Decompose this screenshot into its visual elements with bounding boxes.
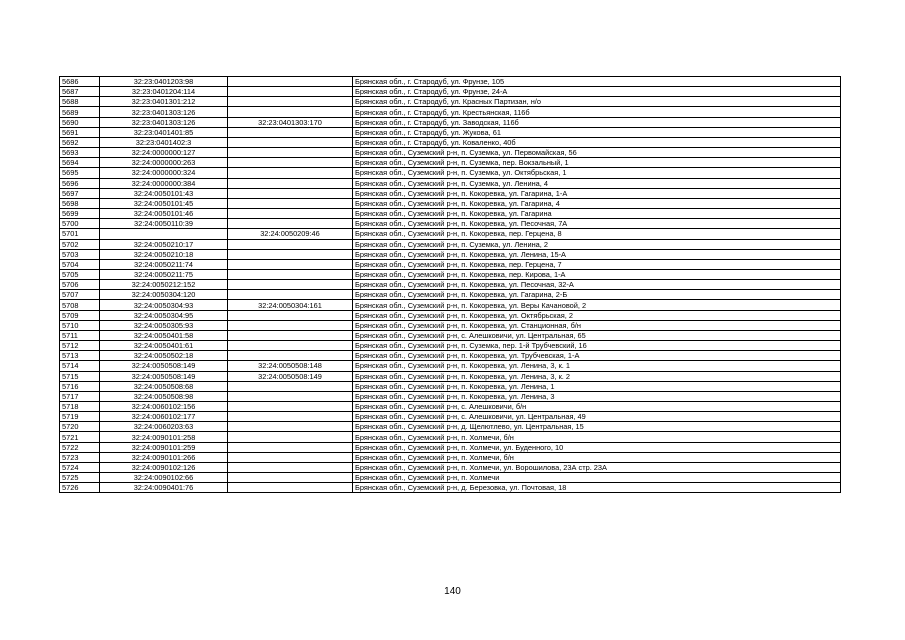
cadastral-number-cell: 32:24:0000000:263 bbox=[100, 158, 228, 168]
row-number-cell: 5721 bbox=[60, 432, 100, 442]
address-cell: Брянская обл., г. Стародуб, ул. Жукова, 61 bbox=[353, 127, 841, 137]
secondary-cadastral-number-cell bbox=[228, 209, 353, 219]
row-number-cell: 5717 bbox=[60, 391, 100, 401]
secondary-cadastral-number-cell bbox=[228, 341, 353, 351]
cadastral-number-cell: 32:24:0090101:266 bbox=[100, 452, 228, 462]
address-cell: Брянская обл., Суземский р-н, п. Суземка, пер. Вокзальный, 1 bbox=[353, 158, 841, 168]
row-number-cell: 5724 bbox=[60, 462, 100, 472]
row-number-cell: 5688 bbox=[60, 97, 100, 107]
row-number-cell: 5703 bbox=[60, 249, 100, 259]
cadastral-number-cell: 32:24:0050211:74 bbox=[100, 259, 228, 269]
table-row bbox=[60, 412, 841, 422]
table-row bbox=[60, 178, 841, 188]
address-cell: Брянская обл., Суземский р-н, п. Суземка, ул. Ленина, 4 bbox=[353, 178, 841, 188]
table-row bbox=[60, 290, 841, 300]
cadastral-number-cell: 32:24:0050101:45 bbox=[100, 198, 228, 208]
secondary-cadastral-number-cell bbox=[228, 351, 353, 361]
row-number-cell: 5716 bbox=[60, 381, 100, 391]
secondary-cadastral-number-cell: 32:24:0050508:149 bbox=[228, 371, 353, 381]
secondary-cadastral-number-cell bbox=[228, 178, 353, 188]
cadastral-number-cell: 32:23:0401402:3 bbox=[100, 137, 228, 147]
row-number-cell: 5689 bbox=[60, 107, 100, 117]
secondary-cadastral-number-cell bbox=[228, 198, 353, 208]
address-cell: Брянская обл., Суземский р-н, п. Холмечи, б/н bbox=[353, 432, 841, 442]
cadastral-number-cell: 32:23:0401303:126 bbox=[100, 107, 228, 117]
secondary-cadastral-number-cell bbox=[228, 412, 353, 422]
secondary-cadastral-number-cell bbox=[228, 320, 353, 330]
table-row bbox=[60, 209, 841, 219]
secondary-cadastral-number-cell bbox=[228, 97, 353, 107]
secondary-cadastral-number-cell bbox=[228, 148, 353, 158]
secondary-cadastral-number-cell bbox=[228, 127, 353, 137]
table-row bbox=[60, 148, 841, 158]
table-row bbox=[60, 107, 841, 117]
cadastral-number-cell: 32:23:0401301:212 bbox=[100, 97, 228, 107]
row-number-cell: 5715 bbox=[60, 371, 100, 381]
address-cell: Брянская обл., Суземский р-н, п. Холмечи, ул. Ворошилова, 23А стр. 23А bbox=[353, 462, 841, 472]
cadastral-number-cell: 32:24:0050211:75 bbox=[100, 269, 228, 279]
secondary-cadastral-number-cell bbox=[228, 402, 353, 412]
page-number: 140 bbox=[444, 586, 461, 597]
secondary-cadastral-number-cell bbox=[228, 158, 353, 168]
table-row bbox=[60, 310, 841, 320]
table-row bbox=[60, 402, 841, 412]
address-cell: Брянская обл., Суземский р-н, п. Кокоревка, ул. Гагарина bbox=[353, 209, 841, 219]
row-number-cell: 5690 bbox=[60, 117, 100, 127]
row-number-cell: 5695 bbox=[60, 168, 100, 178]
row-number-cell: 5701 bbox=[60, 229, 100, 239]
secondary-cadastral-number-cell bbox=[228, 330, 353, 340]
row-number-cell: 5725 bbox=[60, 473, 100, 483]
cadastral-number-cell: 32:24:0050304:120 bbox=[100, 290, 228, 300]
secondary-cadastral-number-cell bbox=[228, 473, 353, 483]
table-row bbox=[60, 361, 841, 371]
row-number-cell: 5706 bbox=[60, 280, 100, 290]
row-number-cell: 5713 bbox=[60, 351, 100, 361]
address-cell: Брянская обл., г. Стародуб, ул. Фрунзе, 24-А bbox=[353, 87, 841, 97]
address-cell: Брянская обл., Суземский р-н, п. Холмечи, ул. Буденного, 10 bbox=[353, 442, 841, 452]
cadastral-number-cell: 32:24:0050401:61 bbox=[100, 341, 228, 351]
secondary-cadastral-number-cell: 32:24:0050304:161 bbox=[228, 300, 353, 310]
secondary-cadastral-number-cell bbox=[228, 290, 353, 300]
address-cell: Брянская обл., Суземский р-н, п. Кокоревка, ул. Станционная, б/н bbox=[353, 320, 841, 330]
secondary-cadastral-number-cell bbox=[228, 137, 353, 147]
table-row bbox=[60, 239, 841, 249]
address-cell: Брянская обл., г. Стародуб, ул. Фрунзе, 105 bbox=[353, 77, 841, 87]
secondary-cadastral-number-cell bbox=[228, 269, 353, 279]
row-number-cell: 5699 bbox=[60, 209, 100, 219]
cadastral-number-cell: 32:24:0050304:93 bbox=[100, 300, 228, 310]
address-cell: Брянская обл., Суземский р-н, п. Суземка, ул. Первомайская, 56 bbox=[353, 148, 841, 158]
address-cell: Брянская обл., Суземский р-н, п. Кокоревка, ул. Гагарина, 1-А bbox=[353, 188, 841, 198]
address-cell: Брянская обл., Суземский р-н, п. Суземка, ул. Октябрьская, 1 bbox=[353, 168, 841, 178]
cadastral-number-cell: 32:24:0060102:177 bbox=[100, 412, 228, 422]
table-row bbox=[60, 188, 841, 198]
table-row bbox=[60, 330, 841, 340]
secondary-cadastral-number-cell: 32:24:0050209:46 bbox=[228, 229, 353, 239]
secondary-cadastral-number-cell bbox=[228, 87, 353, 97]
row-number-cell: 5708 bbox=[60, 300, 100, 310]
row-number-cell: 5700 bbox=[60, 219, 100, 229]
cadastral-number-cell: 32:23:0401204:114 bbox=[100, 87, 228, 97]
row-number-cell: 5723 bbox=[60, 452, 100, 462]
address-cell: Брянская обл., Суземский р-н, п. Суземка, ул. Ленина, 2 bbox=[353, 239, 841, 249]
cadastral-number-cell: 32:24:0050101:46 bbox=[100, 209, 228, 219]
cadastral-number-cell: 32:24:0090101:258 bbox=[100, 432, 228, 442]
row-number-cell: 5686 bbox=[60, 77, 100, 87]
cadastral-number-cell: 32:23:0401401:85 bbox=[100, 127, 228, 137]
address-cell: Брянская обл., Суземский р-н, п. Холмечи, б/н bbox=[353, 452, 841, 462]
address-cell: Брянская обл., Суземский р-н, п. Кокоревка, пер. Герцена, 8 bbox=[353, 229, 841, 239]
address-cell: Брянская обл., Суземский р-н, п. Кокоревка, ул. Веры Качановой, 2 bbox=[353, 300, 841, 310]
table-row bbox=[60, 300, 841, 310]
row-number-cell: 5702 bbox=[60, 239, 100, 249]
cadastral-number-cell: 32:24:0050210:18 bbox=[100, 249, 228, 259]
address-cell: Брянская обл., Суземский р-н, п. Кокоревка, ул. Октябрьская, 2 bbox=[353, 310, 841, 320]
table-row bbox=[60, 341, 841, 351]
secondary-cadastral-number-cell bbox=[228, 188, 353, 198]
secondary-cadastral-number-cell bbox=[228, 219, 353, 229]
secondary-cadastral-number-cell bbox=[228, 310, 353, 320]
table-row bbox=[60, 371, 841, 381]
secondary-cadastral-number-cell bbox=[228, 442, 353, 452]
secondary-cadastral-number-cell bbox=[228, 280, 353, 290]
secondary-cadastral-number-cell bbox=[228, 432, 353, 442]
table-row bbox=[60, 77, 841, 87]
address-cell: Брянская обл., г. Стародуб, ул. Заводская, 116б bbox=[353, 117, 841, 127]
table-row bbox=[60, 269, 841, 279]
row-number-cell: 5694 bbox=[60, 158, 100, 168]
table-row bbox=[60, 280, 841, 290]
table-row bbox=[60, 249, 841, 259]
cadastral-number-cell: 32:24:0050110:39 bbox=[100, 219, 228, 229]
address-cell: Брянская обл., Суземский р-н, с. Алешковичи, ул. Центральная, 65 bbox=[353, 330, 841, 340]
cadastral-number-cell: 32:24:0090102:126 bbox=[100, 462, 228, 472]
row-number-cell: 5704 bbox=[60, 259, 100, 269]
property-register-table bbox=[59, 76, 841, 493]
row-number-cell: 5719 bbox=[60, 412, 100, 422]
cadastral-number-cell: 32:24:0000000:384 bbox=[100, 178, 228, 188]
cadastral-number-cell: 32:24:0050101:43 bbox=[100, 188, 228, 198]
address-cell: Брянская обл., Суземский р-н, п. Холмечи bbox=[353, 473, 841, 483]
cadastral-number-cell: 32:24:0050305:93 bbox=[100, 320, 228, 330]
row-number-cell: 5696 bbox=[60, 178, 100, 188]
address-cell: Брянская обл., г. Стародуб, ул. Красных Партизан, н/о bbox=[353, 97, 841, 107]
address-cell: Брянская обл., Суземский р-н, п. Кокоревка, пер. Кирова, 1-А bbox=[353, 269, 841, 279]
cadastral-number-cell: 32:24:0050508:149 bbox=[100, 361, 228, 371]
table-row bbox=[60, 432, 841, 442]
cadastral-number-cell bbox=[100, 229, 228, 239]
secondary-cadastral-number-cell bbox=[228, 391, 353, 401]
row-number-cell: 5707 bbox=[60, 290, 100, 300]
secondary-cadastral-number-cell bbox=[228, 381, 353, 391]
cadastral-number-cell: 32:24:0000000:127 bbox=[100, 148, 228, 158]
secondary-cadastral-number-cell bbox=[228, 168, 353, 178]
address-cell: Брянская обл., Суземский р-н, п. Кокоревка, ул. Ленина, 3 bbox=[353, 391, 841, 401]
row-number-cell: 5720 bbox=[60, 422, 100, 432]
table-row bbox=[60, 442, 841, 452]
address-cell: Брянская обл., Суземский р-н, п. Кокоревка, ул. Песочная, 7А bbox=[353, 219, 841, 229]
table-row bbox=[60, 137, 841, 147]
row-number-cell: 5687 bbox=[60, 87, 100, 97]
cadastral-number-cell: 32:24:0090102:66 bbox=[100, 473, 228, 483]
table-row bbox=[60, 381, 841, 391]
address-cell: Брянская обл., Суземский р-н, с. Алешковичи, б/н bbox=[353, 402, 841, 412]
address-cell: Брянская обл., Суземский р-н, п. Кокоревка, ул. Ленина, 3, к. 1 bbox=[353, 361, 841, 371]
table-row bbox=[60, 320, 841, 330]
table-row bbox=[60, 87, 841, 97]
cadastral-number-cell: 32:24:0060203:63 bbox=[100, 422, 228, 432]
address-cell: Брянская обл., Суземский р-н, п. Кокоревка, ул. Песочная, 32-А bbox=[353, 280, 841, 290]
table-row bbox=[60, 473, 841, 483]
table-row bbox=[60, 422, 841, 432]
cadastral-number-cell: 32:24:0090401:76 bbox=[100, 483, 228, 493]
cadastral-number-cell: 32:24:0050502:18 bbox=[100, 351, 228, 361]
table-row bbox=[60, 117, 841, 127]
row-number-cell: 5693 bbox=[60, 148, 100, 158]
table-row bbox=[60, 168, 841, 178]
table-row bbox=[60, 259, 841, 269]
address-cell: Брянская обл., Суземский р-н, д. Щелютлево, ул. Центральная, 15 bbox=[353, 422, 841, 432]
cadastral-number-cell: 32:24:0060102:156 bbox=[100, 402, 228, 412]
cadastral-number-cell: 32:24:0050210:17 bbox=[100, 239, 228, 249]
table-row bbox=[60, 462, 841, 472]
secondary-cadastral-number-cell bbox=[228, 483, 353, 493]
address-cell: Брянская обл., Суземский р-н, д. Березовка, ул. Почтовая, 18 bbox=[353, 483, 841, 493]
address-cell: Брянская обл., Суземский р-н, п. Кокоревка, ул. Ленина, 1 bbox=[353, 381, 841, 391]
secondary-cadastral-number-cell bbox=[228, 462, 353, 472]
address-cell: Брянская обл., Суземский р-н, п. Кокоревка, ул. Гагарина, 2-Б bbox=[353, 290, 841, 300]
secondary-cadastral-number-cell bbox=[228, 422, 353, 432]
row-number-cell: 5710 bbox=[60, 320, 100, 330]
secondary-cadastral-number-cell bbox=[228, 452, 353, 462]
row-number-cell: 5705 bbox=[60, 269, 100, 279]
secondary-cadastral-number-cell bbox=[228, 107, 353, 117]
row-number-cell: 5712 bbox=[60, 341, 100, 351]
table-row bbox=[60, 483, 841, 493]
secondary-cadastral-number-cell: 32:24:0050508:148 bbox=[228, 361, 353, 371]
address-cell: Брянская обл., Суземский р-н, п. Кокоревка, ул. Трубчевская, 1-А bbox=[353, 351, 841, 361]
cadastral-number-cell: 32:23:0401203:98 bbox=[100, 77, 228, 87]
row-number-cell: 5709 bbox=[60, 310, 100, 320]
cadastral-number-cell: 32:24:0050212:152 bbox=[100, 280, 228, 290]
address-cell: Брянская обл., г. Стародуб, ул. Коваленко, 40б bbox=[353, 137, 841, 147]
table-row bbox=[60, 97, 841, 107]
table-row bbox=[60, 229, 841, 239]
secondary-cadastral-number-cell bbox=[228, 249, 353, 259]
cadastral-number-cell: 32:24:0050508:149 bbox=[100, 371, 228, 381]
row-number-cell: 5718 bbox=[60, 402, 100, 412]
row-number-cell: 5711 bbox=[60, 330, 100, 340]
secondary-cadastral-number-cell bbox=[228, 239, 353, 249]
cadastral-number-cell: 32:24:0090101:259 bbox=[100, 442, 228, 452]
table-row bbox=[60, 219, 841, 229]
row-number-cell: 5697 bbox=[60, 188, 100, 198]
row-number-cell: 5698 bbox=[60, 198, 100, 208]
row-number-cell: 5691 bbox=[60, 127, 100, 137]
cadastral-number-cell: 32:24:0050508:98 bbox=[100, 391, 228, 401]
address-cell: Брянская обл., г. Стародуб, ул. Крестьянская, 116б bbox=[353, 107, 841, 117]
cadastral-number-cell: 32:23:0401303:126 bbox=[100, 117, 228, 127]
cadastral-number-cell: 32:24:0050304:95 bbox=[100, 310, 228, 320]
table-body bbox=[60, 77, 841, 493]
row-number-cell: 5714 bbox=[60, 361, 100, 371]
address-cell: Брянская обл., Суземский р-н, п. Кокоревка, ул. Ленина, 3, к. 2 bbox=[353, 371, 841, 381]
table-row bbox=[60, 391, 841, 401]
row-number-cell: 5722 bbox=[60, 442, 100, 452]
table-row bbox=[60, 351, 841, 361]
address-cell: Брянская обл., Суземский р-н, п. Кокоревка, ул. Ленина, 15-А bbox=[353, 249, 841, 259]
cadastral-number-cell: 32:24:0000000:324 bbox=[100, 168, 228, 178]
secondary-cadastral-number-cell bbox=[228, 259, 353, 269]
row-number-cell: 5692 bbox=[60, 137, 100, 147]
row-number-cell: 5726 bbox=[60, 483, 100, 493]
table-row bbox=[60, 452, 841, 462]
address-cell: Брянская обл., Суземский р-н, п. Кокоревка, пер. Герцена, 7 bbox=[353, 259, 841, 269]
cadastral-number-cell: 32:24:0050401:58 bbox=[100, 330, 228, 340]
cadastral-number-cell: 32:24:0050508:68 bbox=[100, 381, 228, 391]
table-row bbox=[60, 127, 841, 137]
address-cell: Брянская обл., Суземский р-н, с. Алешковичи, ул. Центральная, 49 bbox=[353, 412, 841, 422]
secondary-cadastral-number-cell bbox=[228, 77, 353, 87]
secondary-cadastral-number-cell: 32:23:0401303:170 bbox=[228, 117, 353, 127]
table-row bbox=[60, 158, 841, 168]
address-cell: Брянская обл., Суземский р-н, п. Кокоревка, ул. Гагарина, 4 bbox=[353, 198, 841, 208]
address-cell: Брянская обл., Суземский р-н, п. Суземка, пер. 1-й Трубчевский, 16 bbox=[353, 341, 841, 351]
table-row bbox=[60, 198, 841, 208]
